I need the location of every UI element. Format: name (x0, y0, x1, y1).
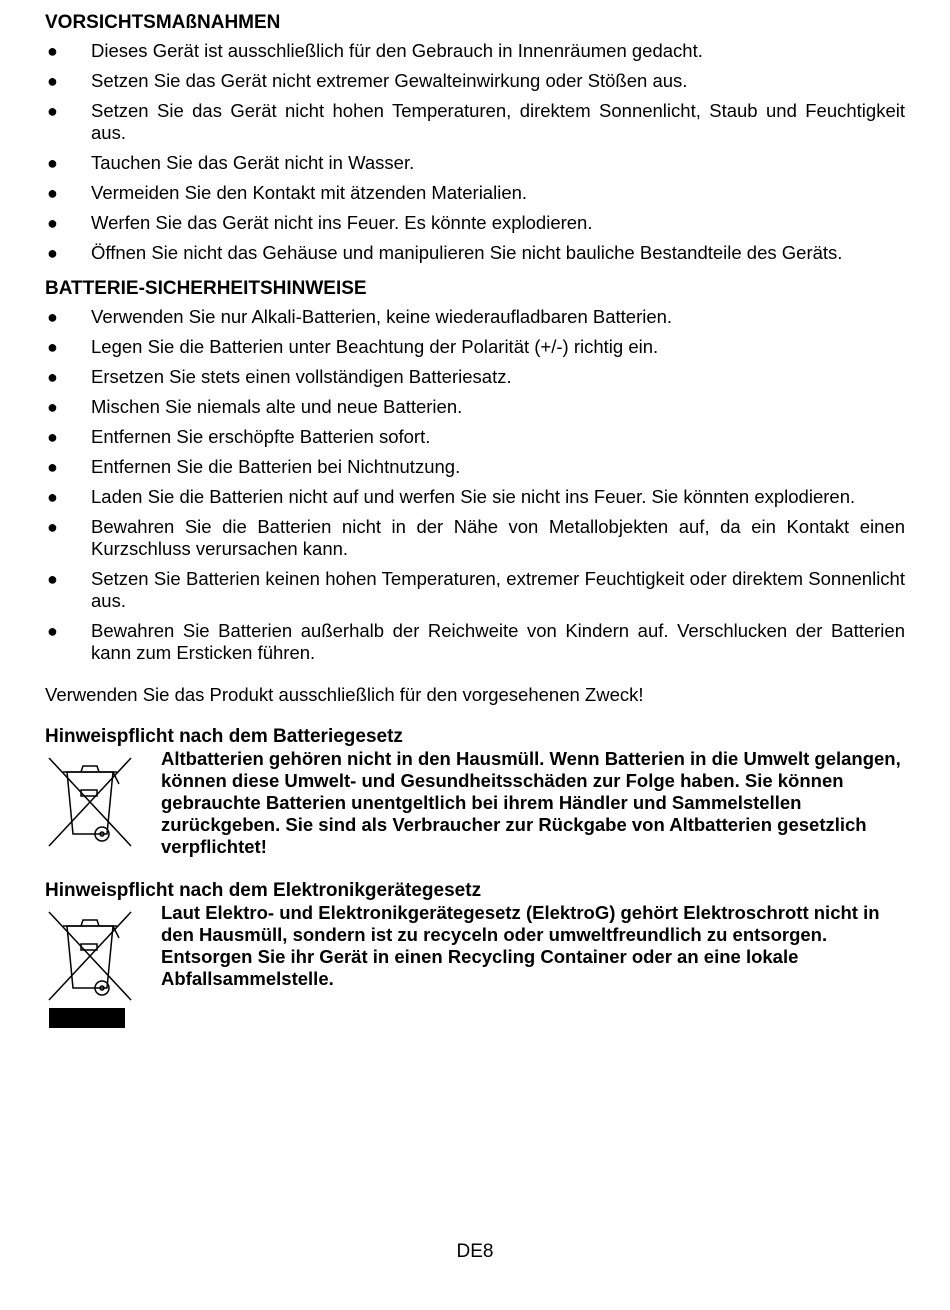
list-item: ● Bewahren Sie die Batterien nicht in der Nähe von Metallobjekten auf, da ein Kontakt einen Kurzschluss verursachen kann. (47, 516, 905, 559)
bullet-icon: ● (47, 41, 58, 61)
bullet-icon: ● (47, 569, 58, 589)
electronics-notice-text: Laut Elektro- und Elektronikgerätegesetz (ElektroG) gehört Elektroschrott nicht in den Hausmüll, sondern ist zu recyceln oder umweltfreundlich zu entsorgen. Entsorgen Sie ihr Gerät in einen Recycling Container oder an eine lokale Abfallsammelstelle. (161, 902, 880, 989)
list-item: ● Setzen Sie das Gerät nicht hohen Temperaturen, direktem Sonnenlicht, Staub und Feuchtigkeit aus. (47, 100, 905, 143)
page-number: DE8 (456, 1241, 494, 1262)
list-item: ● Ersetzen Sie stets einen vollständigen Batteriesatz. (47, 366, 512, 387)
bullet-icon: ● (47, 517, 58, 537)
bullet-icon: ● (47, 307, 58, 327)
bullet-icon: ● (47, 457, 58, 477)
list-item: ● Dieses Gerät ist ausschließlich für den Gebrauch in Innenräumen gedacht. (47, 40, 703, 61)
list-item: ● Setzen Sie das Gerät nicht extremer Gewalteinwirkung oder Stößen aus. (47, 70, 688, 91)
bullet-icon: ● (47, 487, 58, 507)
bullet-icon: ● (47, 153, 58, 173)
bullet-icon: ● (47, 397, 58, 417)
list-item: ● Werfen Sie das Gerät nicht ins Feuer. Es könnte explodieren. (47, 212, 593, 233)
list-item: ● Mischen Sie niemals alte und neue Batterien. (47, 396, 463, 417)
electronics-notice-title: Hinweispflicht nach dem Elektronikgerätegesetz (45, 880, 482, 901)
bullet-icon: ● (47, 71, 58, 91)
battery-notice-title: Hinweispflicht nach dem Batteriegesetz (45, 726, 403, 747)
section-title-battery-safety: BATTERIE-SICHERHEITSHINWEISE (45, 278, 367, 299)
bullet-icon: ● (47, 367, 58, 387)
list-item: ● Öffnen Sie nicht das Gehäuse und manipulieren Sie nicht bauliche Bestandteile des Geräts. (47, 242, 843, 263)
battery-notice-text: Altbatterien gehören nicht in den Hausmüll. Wenn Batterien in die Umwelt gelangen, können diese Umwelt- und Gesundheitsschäden zur Folge haben. Sie können gebrauchte Batterien unentgeltlich bei ihrem Händler und Sammelstellen zurückgeben. Sie sind als Verbraucher zur Rückgabe von Altbatterien gesetzlich verpflichtet! (161, 748, 901, 857)
precautions-list (45, 40, 905, 264)
document-page (45, 12, 905, 1028)
list-item: ● Setzen Sie Batterien keinen hohen Temperaturen, extremer Feuchtigkeit oder direktem Sonnenlicht aus. (47, 568, 905, 611)
crossed-out-wheelie-bin-icon (45, 754, 135, 849)
list-item: ● Verwenden Sie nur Alkali-Batterien, keine wiederaufladbaren Batterien. (47, 306, 673, 327)
bullet-icon: ● (47, 337, 58, 357)
bullet-icon: ● (47, 101, 58, 121)
list-item: ● Tauchen Sie das Gerät nicht in Wasser. (47, 152, 415, 173)
list-item: ● Entfernen Sie erschöpfte Batterien sofort. (47, 426, 431, 447)
electronics-notice-section (45, 880, 905, 1028)
bullet-icon: ● (47, 427, 58, 447)
bullet-icon: ● (47, 243, 58, 263)
black-bar-marking (49, 1008, 125, 1028)
list-item: ● Legen Sie die Batterien unter Beachtung der Polarität (+/-) richtig ein. (47, 336, 659, 357)
crossed-out-wheelie-bin-icon (45, 908, 135, 1003)
bullet-icon: ● (47, 183, 58, 203)
battery-notice-section (45, 726, 905, 858)
battery-safety-list (45, 306, 905, 664)
list-item: ● Laden Sie die Batterien nicht auf und werfen Sie sie nicht ins Feuer. Sie könnten explodieren. (47, 486, 856, 507)
list-item: ● Bewahren Sie Batterien außerhalb der Reichweite von Kindern auf. Verschlucken der Batterien kann zum Ersticken führen. (47, 620, 905, 663)
usage-note: Verwenden Sie das Produkt ausschließlich für den vorgesehenen Zweck! (45, 684, 644, 705)
list-item: ● Entfernen Sie die Batterien bei Nichtnutzung. (47, 456, 461, 477)
bullet-icon: ● (47, 621, 58, 641)
list-item: ● Vermeiden Sie den Kontakt mit ätzenden Materialien. (47, 182, 528, 203)
section-title-precautions: VORSICHTSMAßNAHMEN (45, 12, 281, 33)
bullet-icon: ● (47, 213, 58, 233)
